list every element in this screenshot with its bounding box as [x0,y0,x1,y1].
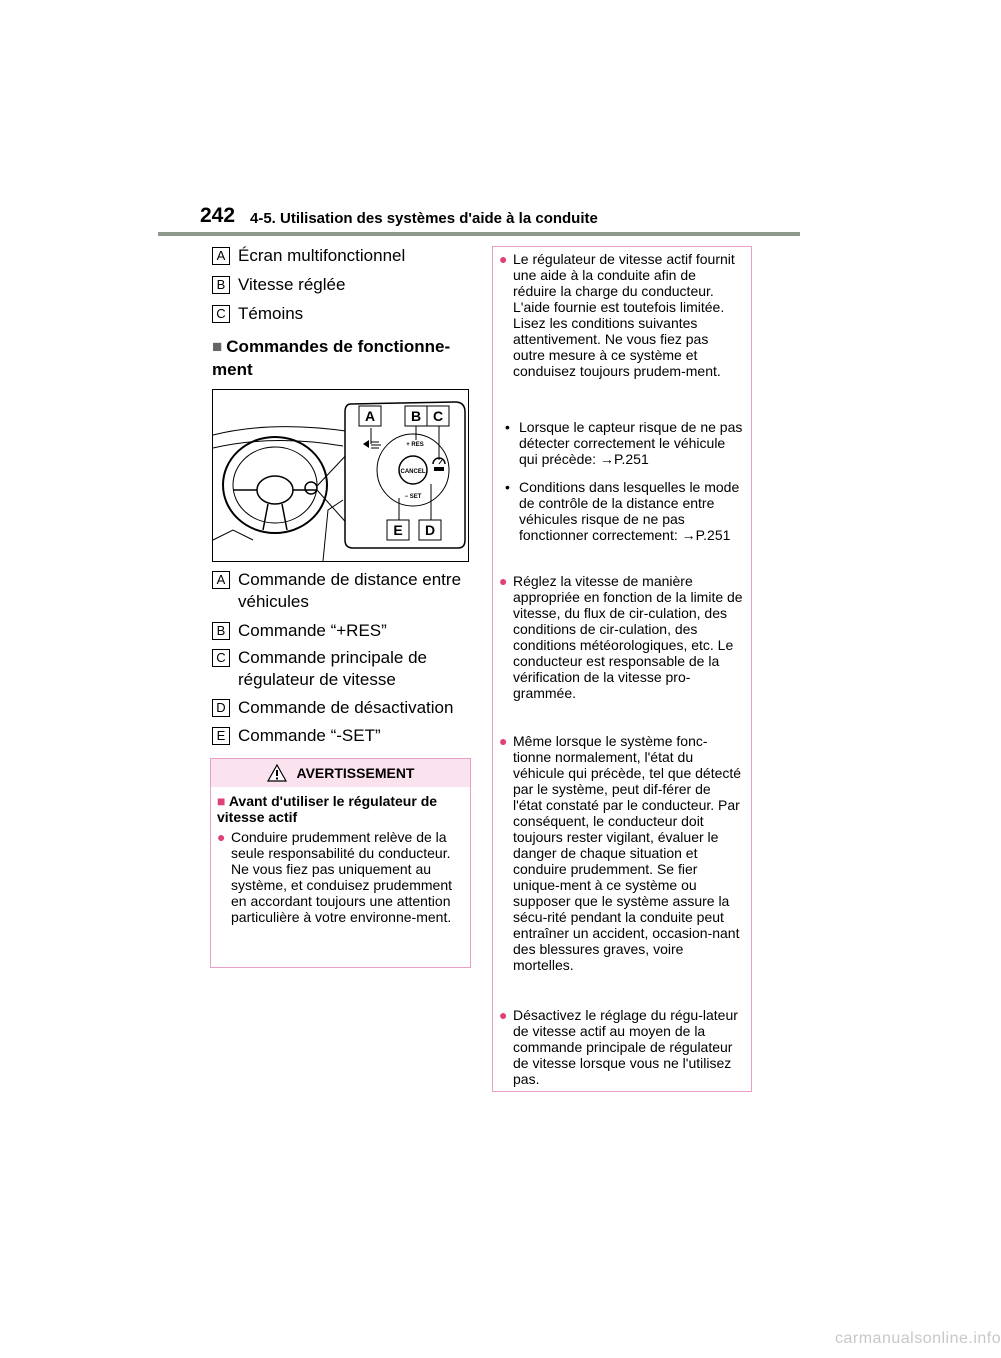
section-heading [212,335,462,381]
note-item [499,733,743,973]
list-item-text: Commande de distance entre véhicules [238,570,462,611]
res-switch-label: + RES [406,442,424,448]
warning-triangle-icon [267,764,287,782]
list-item-text: Témoins [238,304,304,323]
chapter-title: 4-5. Utilisation des systèmes d'aide à la conduite [250,210,598,227]
note-subitem [505,419,743,467]
label-letter-box: D [212,699,230,717]
header-divider [158,232,800,236]
list-item-text: Vitesse réglée [238,275,346,294]
list-item [212,697,478,719]
label-letter-box: E [212,727,230,745]
note-text: Même lorsque le système fonc-tionne normalement, l'état du véhicule qui précède, tel que détecté par le système, peut dif-férer de l'état constaté par le conducteur. Par conséquent, le conducteur doit toujours rester vigilant, évaluer le danger de chaque situation et conduire prudemment. Se fier unique-ment à ce système ou supposer que le système assure la sécu-rité pendant la conduite peut entraîner un accident, occasion-nant des blessures graves, voire mortelles. [513,733,742,973]
bullet-dot: ● [499,733,508,749]
list-item-text: Écran multifonctionnel [238,246,406,265]
callout-d: D [424,522,436,538]
label-letter-box: B [212,276,230,294]
warning-bullet [217,829,463,925]
list-item-text: Commande “-SET” [238,726,381,745]
note-text: Le régulateur de vitesse actif fournit une aide à la conduite afin de réduire la charge du conducteur. L'aide fournie est toutefois limitée. [513,251,735,315]
warning-subheading [217,793,465,825]
list-item-text: Commande principale de régulateur de vitesse [238,648,427,689]
label-letter-box: A [212,571,230,589]
section-marker: ■ [212,337,223,356]
label-letter-box: C [212,649,230,667]
notes-box [492,246,752,1092]
bullet-dot: ● [499,251,508,267]
list-item [212,647,478,691]
callout-c: C [432,408,444,424]
label-letter-box: B [212,622,230,640]
warning-subheading-text: Avant d'utiliser le régulateur de vitesse actif [217,793,438,825]
note-item [499,573,743,701]
callout-a: A [364,408,376,424]
set-switch-label: − SET [404,494,422,500]
label-letter-box: A [212,247,230,265]
warning-heading: AVERTISSEMENT [296,765,415,781]
note-text: Lisez les conditions suivantes attentivement. Ne vous fiez pas outre mesure à ce système et conduisez toujours prudem-ment. [513,315,721,379]
note-text: Désactivez le réglage du régu-lateur de vitesse actif au moyen de la commande principale de régulateur de vitesse lorsque vous ne l'utilisez pas. [513,1007,738,1087]
callout-b: B [410,408,422,424]
list-item [212,620,478,642]
note-subitem [505,479,743,543]
bullet-dot: ● [499,573,508,589]
warning-box [210,758,471,968]
list-item [212,245,478,267]
list-item-text: Commande “+RES” [238,621,387,640]
steering-wheel-illustration [213,390,468,561]
bullet-dot: ● [217,829,226,845]
bullet-dot: ● [499,1007,508,1023]
label-letter-box: C [212,305,230,323]
watermark: carmanualsonline.info [835,1330,1001,1347]
note-text: Lorsque le capteur risque de ne pas détecter correctement le véhicule qui précède: →P.251 [519,419,743,467]
page-number: 242 [200,204,236,227]
note-text: Conditions dans lesquelles le mode de contrôle de la distance entre véhicules risque de ne pas fonctionner correctement: →P.251 [519,479,740,543]
sub-bullet: • [505,419,510,435]
warning-bullet-text: Conduire prudemment relève de la seule responsabilité du conducteur. Ne vous fiez pas uniquement au système, et conduisez prudemment en accordant toujours une attention particulière à votre environne-ment. [231,829,452,925]
note-text: Réglez la vitesse de manière appropriée en fonction de la limite de vitesse, du flux de cir-culation, des conditions de cir-culation, des conditions météorologiques, etc. Le conducteur est responsable de la vérification de la vitesse pro-grammée. [513,573,743,701]
sub-bullet: • [505,479,510,495]
warning-sub-marker: ■ [217,793,226,809]
list-item [212,725,478,747]
note-item [499,1007,743,1087]
list-item-text: Commande de désactivation [238,698,454,717]
list-item [212,274,478,296]
list-item [212,303,478,325]
list-item [212,569,478,613]
steering-wheel-figure [212,389,469,562]
warning-header [211,759,470,787]
callout-e: E [393,522,403,538]
section-title-text: Commandes de fonctionne-ment [212,337,451,379]
cancel-switch-label: CANCEL [400,469,426,475]
note-item [499,251,743,379]
